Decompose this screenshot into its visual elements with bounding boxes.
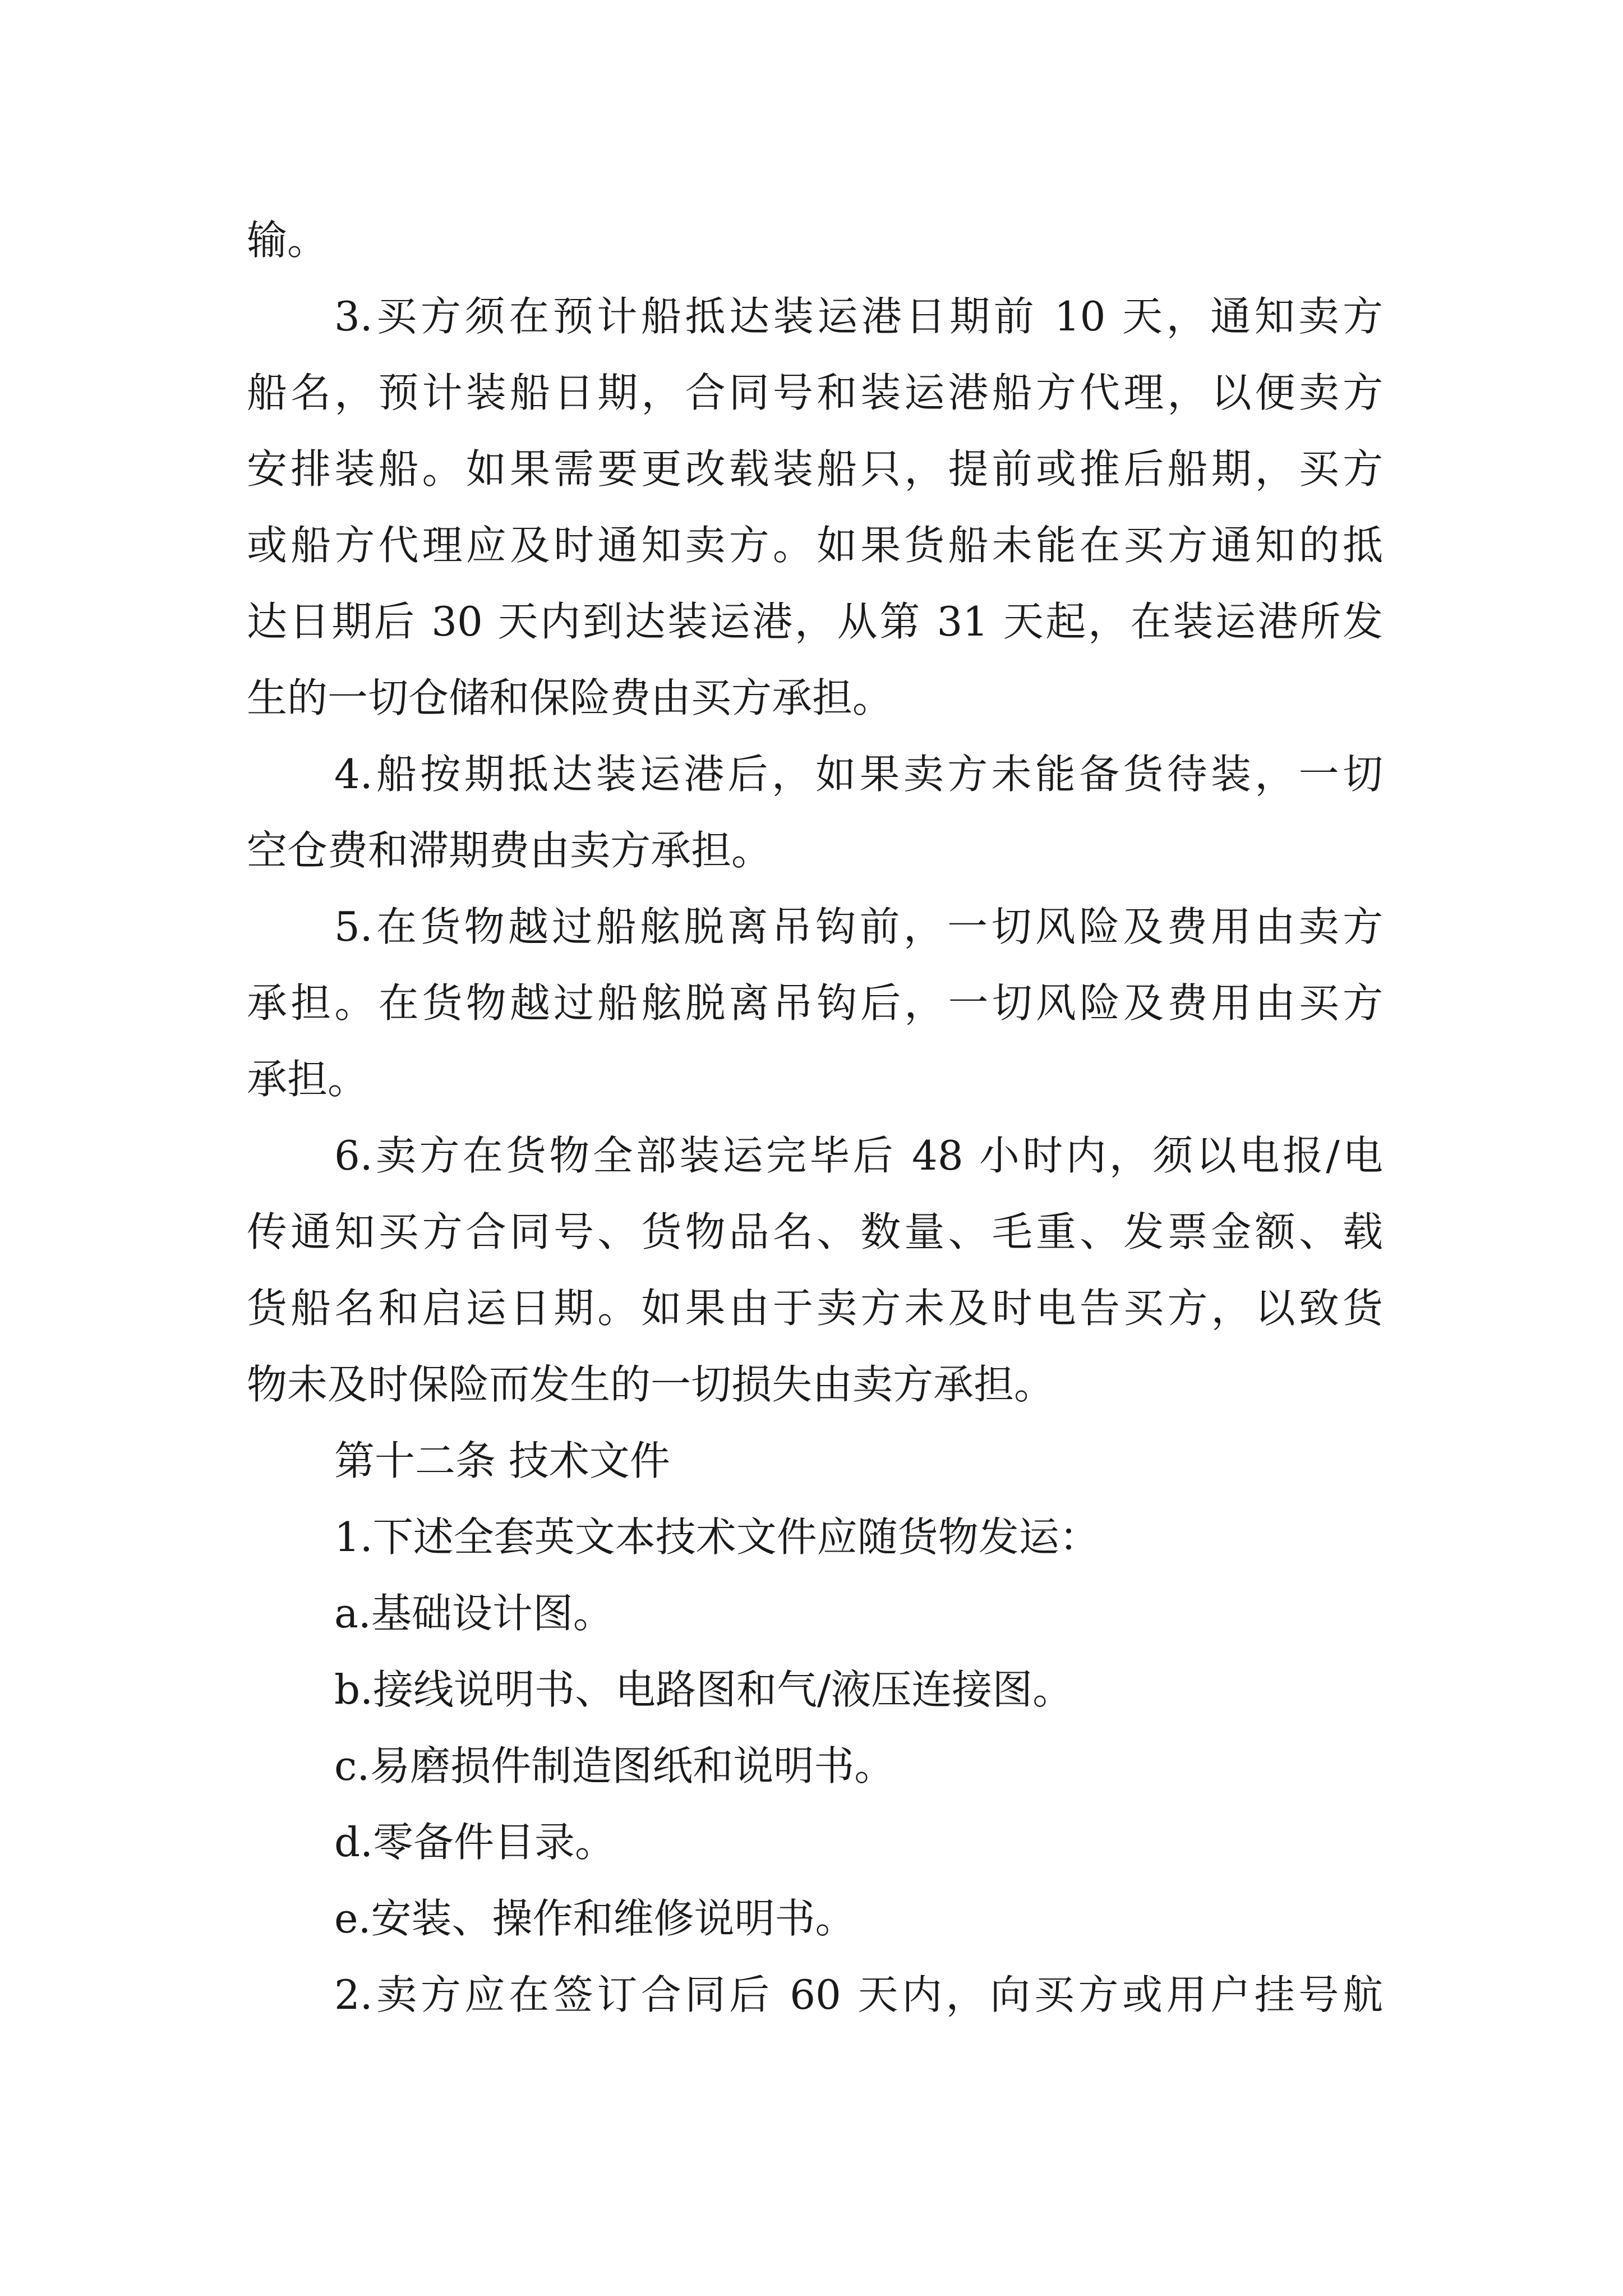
text-line: 空仓费和滞期费由卖方承担。: [247, 827, 772, 874]
text-line: 物未及时保险而发生的一切损失由卖方承担。: [247, 1361, 1055, 1408]
text-line: 承担。在货物越过船舷脱离吊钩后，一切风险及费用由买方: [247, 979, 1383, 1027]
text-line: 达日期后 30 天内到达装运港，从第 31 天起，在装运港所发: [247, 598, 1383, 645]
text-line: 安排装船。如果需要更改载装船只，提前或推后船期，买方: [247, 445, 1383, 493]
paragraph-5-line: 5.在货物越过船舷脱离吊钩前，一切风险及费用由卖方: [334, 903, 1383, 950]
text-line: 输。: [247, 217, 328, 264]
list-item: b.接线说明书、电路图和气/液压连接图。: [334, 1666, 1073, 1713]
list-item: d.零备件目录。: [334, 1819, 615, 1866]
text-line: 2.卖方应在签订合同后 60 天内，向买方或用户挂号航: [334, 1971, 1383, 2018]
section-heading: 第十二条 技术文件: [334, 1437, 670, 1484]
list-item: a.基础设计图。: [334, 1590, 614, 1637]
paragraph-6-line: 6.卖方在货物全部装运完毕后 48 小时内，须以电报/电: [334, 1132, 1383, 1179]
paragraph-4-line: 4.船按期抵达装运港后，如果卖方未能备货待装，一切: [334, 751, 1383, 798]
text-line: 船名，预计装船日期，合同号和装运港船方代理，以便卖方: [247, 369, 1383, 416]
text-line: 生的一切仓储和保险费由买方承担。: [247, 674, 893, 721]
paragraph-3-line: 3.买方须在预计船抵达装运港日期前 10 天，通知卖方: [334, 293, 1383, 340]
text-line: 传通知买方合同号、货物品名、数量、毛重、发票金额、载: [247, 1208, 1383, 1255]
list-item: e.安装、操作和维修说明书。: [334, 1895, 856, 1942]
text-line: 货船名和启运日期。如果由于卖方未及时电告买方，以致货: [247, 1285, 1383, 1332]
list-item: c.易磨损件制造图纸和说明书。: [334, 1742, 895, 1789]
list-intro-line: 1.下述全套英文本技术文件应随货物发运：: [334, 1513, 1100, 1561]
text-line: 承担。: [247, 1056, 368, 1103]
text-line: 或船方代理应及时通知卖方。如果货船未能在买方通知的抵: [247, 522, 1383, 569]
